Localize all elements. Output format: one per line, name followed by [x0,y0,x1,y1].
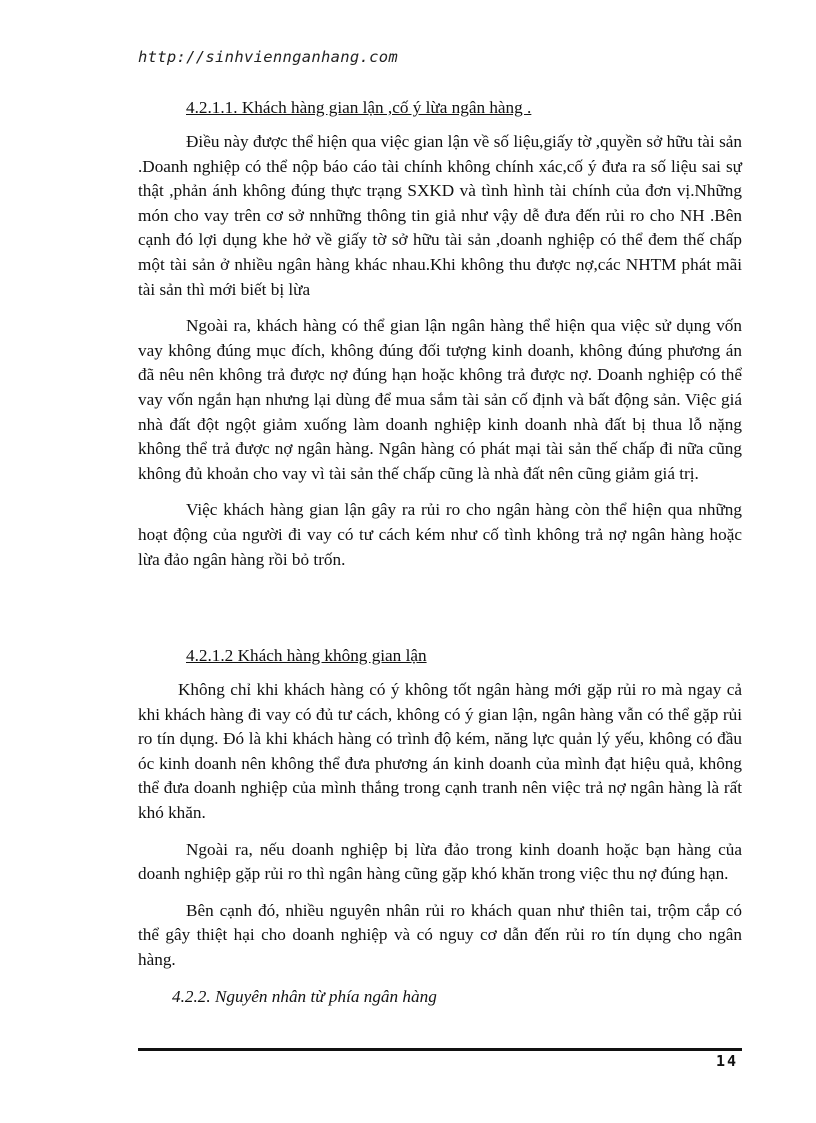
paragraph: Bên cạnh đó, nhiều nguyên nhân rủi ro khách quan như thiên tai, trộm cắp có thể gây thiệt hại cho doanh nghiệp và có nguy cơ dẫn đến rủi ro tín dụng cho ngân hàng. [138,900,742,970]
page-number: 14 [715,1052,738,1070]
section-heading-4-2-1-1: 4.2.1.1. Khách hàng gian lận ,cố ý lừa ngân hàng . [186,98,532,117]
paragraph: Ngoài ra, khách hàng có thể gian lận ngân hàng thể hiện qua việc sử dụng vốn vay không đúng mục đích, không đúng đối tượng kinh doanh, không đúng phương án đã nêu nên không trả được nợ đúng hạn hoặc không trả được nợ. Doanh nghiệp có thể vay vốn ngắn hạn nhưng lại dùng để mua sắm tài sản cố định và bất động sản. Việc giá nhà đất đột ngột giảm xuống làm doanh nghiệp kinh doanh nhà đất bị thua lỗ nặng không thể trả được nợ ngân hàng. Ngân hàng có phát mại tài sản thế chấp đi nữa cũng không đủ khoản cho vay vì tài sản thế chấp cũng là nhà đất nên cũng giảm giá trị. [138,316,742,483]
paragraph: Điều này được thể hiện qua việc gian lận về số liệu,giấy tờ ,quyền sở hữu tài sản .Doanh nghiệp có thể nộp báo cáo tài chính không chính xác,cố ý đưa ra số liệu sai sự thật ,phản ánh không đúng thực trạng SXKD và tình hình tài chính của đơn vị.Những món cho vay trên cơ sở nnhững thông tin giả như vậy dễ đưa đến rủi ro cho NH .Bên cạnh đó lợi dụng khe hở về giấy tờ sở hữu tài sản ,doanh nghiệp có thể đem thế chấp một tài sản ở nhiều ngân hàng khác nhau.Khi không thu được nợ,các NHTM phát mãi tài sản thì mới biết bị lừa [138,132,742,299]
footer-divider [138,1048,742,1051]
paragraph: Ngoài ra, nếu doanh nghiệp bị lừa đảo trong kinh doanh hoặc bạn hàng của doanh nghiệp gặp rủi ro thì ngân hàng cũng gặp khó khăn trong việc thu nợ đúng hạn. [138,839,742,884]
section-heading-4-2-2: 4.2.2. Nguyên nhân từ phía ngân hàng [172,986,437,1006]
section-heading-4-2-1-2: 4.2.1.2 Khách hàng không gian lận [186,646,427,666]
paragraph: Không chỉ khi khách hàng có ý không tốt ngân hàng mới gặp rủi ro mà ngay cả khi khách hàng đi vay có đủ tư cách, không có ý gian lận, ngân hàng vẫn có thể gặp rủi ro tín dụng. Đó là khi khách hàng có trình độ kém, năng lực quản lý yếu, không có đầu óc kinh doanh nên không thể đưa phương án kinh doanh của mình đạt hiệu quả, không thể đưa doanh nghiệp của mình thắng trong cạnh tranh nên việc trả nợ ngân hàng là rất khó khăn. [138,680,742,823]
paragraph: Việc khách hàng gian lận gây ra rủi ro cho ngân hàng còn thể hiện qua những hoạt động của người đi vay có tư cách kém như cố tình không trả nợ ngân hàng hoặc lừa đảo ngân hàng rồi bỏ trốn. [138,500,742,569]
header-url[interactable]: http://sinhviennganhang.com [138,48,399,66]
document-body [138,96,742,1009]
